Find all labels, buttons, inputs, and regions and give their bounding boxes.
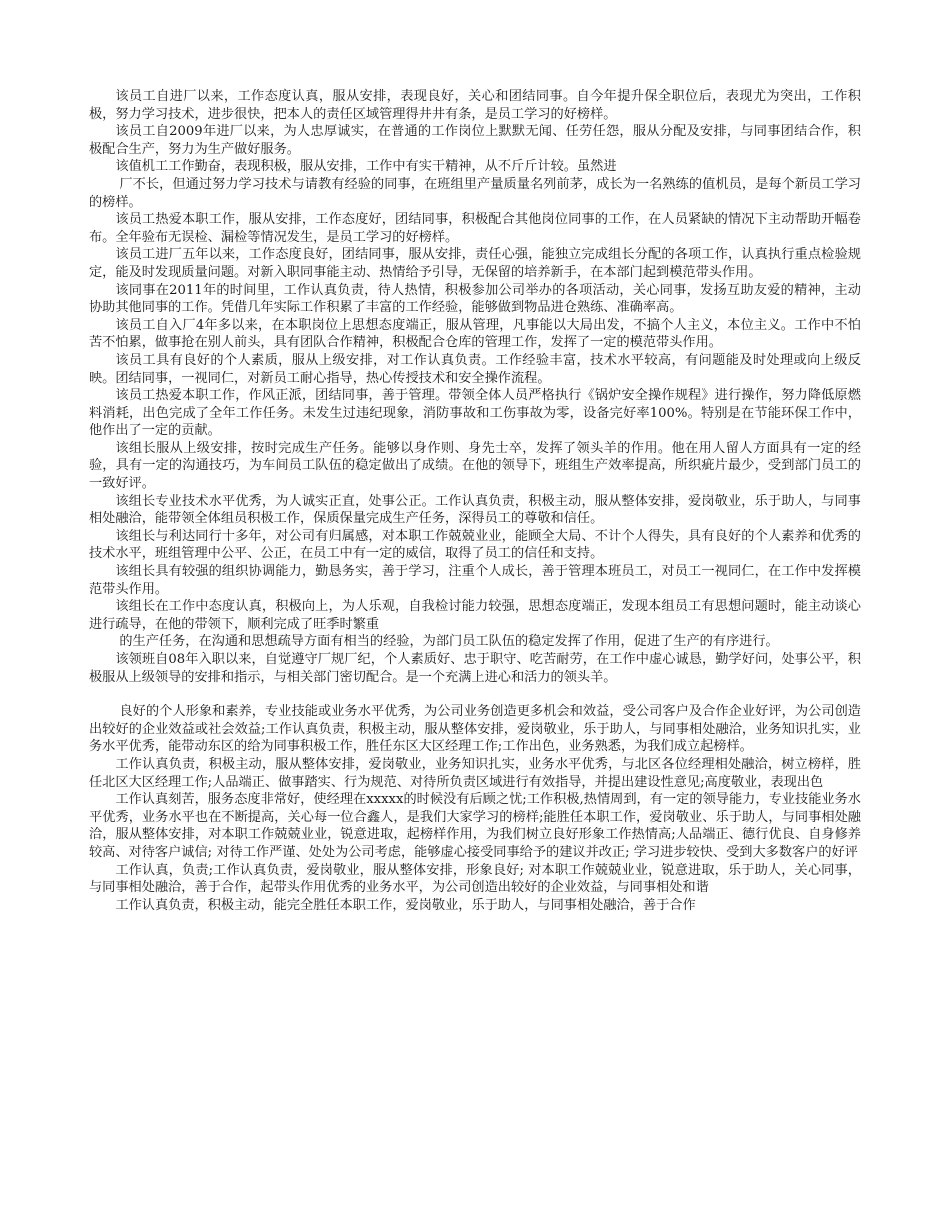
paragraph: 厂不长，但通过努力学习技术与请教有经验的同事，在班组里产量质量名列前茅，成长为一名熟练的值机员，是每个新员工学习的榜样。 [89,176,861,210]
paragraph: 该同事在2011年的时间里，工作认真负责，待人热情，积极参加公司举办的各项活动，关心同事，发扬互助友爱的精神，主动协助其他同事的工作。凭借几年实际工作积累了丰富的工作经验，能够做到物品进仓熟练、准确率高。 [89,282,861,316]
paragraph: 该员工具有良好的个人素质，服从上级安排，对工作认真负责。工作经验丰富，技术水平较高，有问题能及时处理或向上级反映。团结同事，一视同仁，对新员工耐心指导，热心传授技术和安全操作流程。 [89,352,861,386]
paragraph: 工作认真负责，积极主动，能完全胜任本职工作，爱岗敬业，乐于助人，与同事相处融洽，善于合作 [115,897,696,913]
paragraph: 该员工热爱本职工作，服从安排，工作态度好，团结同事，积极配合其他岗位同事的工作，在人员紧缺的情况下主动帮助开幅卷布。全年验布无误检、漏检等情况发生，是员工学习的好榜样。 [89,212,861,245]
paragraph: 该员工进厂五年以来，工作态度良好，团结同事，服从安排，责任心强，能独立完成组长分配的各项工作，认真执行重点检验规定，能及时发现质量问题。对新入职同事能主动、热情给予引导，无保留的培养新手，在本部门起到模范带头作用。 [89,247,861,280]
paragraph: 该员工自2009年进厂以来，为人忠厚诚实，在普通的工作岗位上默默无闻、任劳任怨，服从分配及安排，与同事团结合作，积极配合生产，努力为生产做好服务。 [89,124,861,157]
paragraph: 该员工自进厂以来，工作态度认真，服从安排，表现良好，关心和团结同事。自今年提升保全职位后，表现尤为突出，工作积极，努力学习技术，进步很快，把本人的责任区域管理得井井有条，是员工学习的好榜样。 [89,89,861,122]
paragraph: 该组长服从上级安排，按时完成生产任务。能够以身作则、身先士卒，发挥了领头羊的作用。他在用人留人方面具有一定的经验，具有一定的沟通技巧，为车间员工队伍的稳定做出了成绩。在他的领导下，班组生产效率提高，所织疵片最少，受到部门员工的一致好评。 [89,440,861,492]
paragraph: 该员工自入厂4年多以来，在本职岗位上思想态度端正，服从管理，凡事能以大局出发，不搞个人主义，本位主义。工作中不怕苦不怕累，做事抢在别人前头，具有团队合作精神，积极配合仓库的管理工作，发挥了一定的模范带头作用。 [89,317,861,351]
paragraph: 工作认真刻苦，服务态度非常好，使经理在xxxxx的时候没有后顾之忧;工作积极,热情周到，有一定的领导能力，专业技能业务水平优秀，业务水平也在不断提高，关心每一位合鑫人，是我们大家学习的榜样;能胜任本职工作，爱岗敬业、乐于助人，与同事相处融洽，服从整体安排，对本职工作兢兢业业，锐意进取，起榜样作用，为我们树立良好形象工作热情高;人品端正、德行优良、自身修养较高、对待客户诚信; 对待工作严谨、处处为公司考虑，能够虚心接受同事给予的建议并改正; 学习进步较快、受到大多数客户的好评 [89,792,861,860]
paragraph: 该值机工工作勤奋，表现积极，服从安排，工作中有实干精神，从不斤斤计较。虽然进 [115,159,617,175]
paragraph: 工作认真负责，积极主动，服从整体安排，爱岗敬业，业务知识扎实，业务水平优秀，与北区各位经理相处融洽，树立榜样，胜任北区大区经理工作;人品端正、做事踏实、行为规范、对待所负责区域进行有效指导，并提出建设性意见;高度敬业，表现出色 [89,756,861,790]
paragraph: 的生产任务，在沟通和思想疏导方面有相当的经验，为部门员工队伍的稳定发挥了作用，促进了生产的有序进行。 [119,634,779,650]
paragraph: 该组长在工作中态度认真，积极向上，为人乐观，自我检讨能力较强，思想态度端正，发现本组员工有思想问题时，能主动谈心进行疏导，在他的带领下，顺利完成了旺季时繁重 [89,599,861,632]
paragraph: 工作认真，负责;工作认真负责，爱岗敬业，服从整体安排，形象良好; 对本职工作兢兢业业，锐意进取，乐于助人，关心同事，与同事相处融洽，善于合作，起带头作用优秀的业务水平，为公司创造出较好的企业效益，与同事相处和谐 [89,862,861,896]
paragraph: 良好的个人形象和素养，专业技能或业务水平优秀，为公司业务创造更多机会和效益，受公司客户及合作企业好评，为公司创造出较好的企业效益或社会效益;工作认真负责，积极主动，服从整体安排，爱岗敬业，乐于助人，与同事相处融洽，业务知识扎实，业务水平优秀，能带动东区的给为同事积极工作，胜任东区大区经理工作;工作出色，业务熟悉，为我们成立起榜样。 [89,704,861,755]
document-body [89,88,861,914]
paragraph: 该组长专业技术水平优秀，为人诚实正直，处事公正。工作认真负责，积极主动，服从整体安排，爱岗敬业，乐于助人，与同事相处融洽，能带领全体组员积极工作，保质保量完成生产任务，深得员工的尊敬和信任。 [89,493,861,527]
paragraph: 该组长具有较强的组织协调能力，勤恳务实，善于学习，注重个人成长，善于管理本班员工，对员工一视同仁，在工作中发挥模范带头作用。 [89,564,861,597]
section-gap [89,686,861,703]
paragraph: 该组长与利达同行十多年，对公司有归属感，对本职工作兢兢业业，能顾全大局、不计个人得失，具有良好的个人素养和优秀的技术水平，班组管理中公平、公正，在员工中有一定的威信，取得了员工的信任和支持。 [89,528,861,562]
paragraph: 该员工热爱本职工作，作风正派，团结同事，善于管理。带领全体人员严格执行《锅炉安全操作规程》进行操作，努力降低原燃料消耗，出色完成了全年工作任务。未发生过违纪现象，消防事故和工伤事故为零，设备完好率100%。特别是在节能环保工作中，他作出了一定的贡献。 [89,388,861,439]
paragraph: 该领班自08年入职以来，自觉遵守厂规厂纪，个人素质好、忠于职守、吃苦耐劳，在工作中虚心诚恳，勤学好问，处事公平，积极服从上级领导的安排和指示，与相关部门密切配合。是一个充满上进心和活力的领头羊。 [89,652,861,685]
